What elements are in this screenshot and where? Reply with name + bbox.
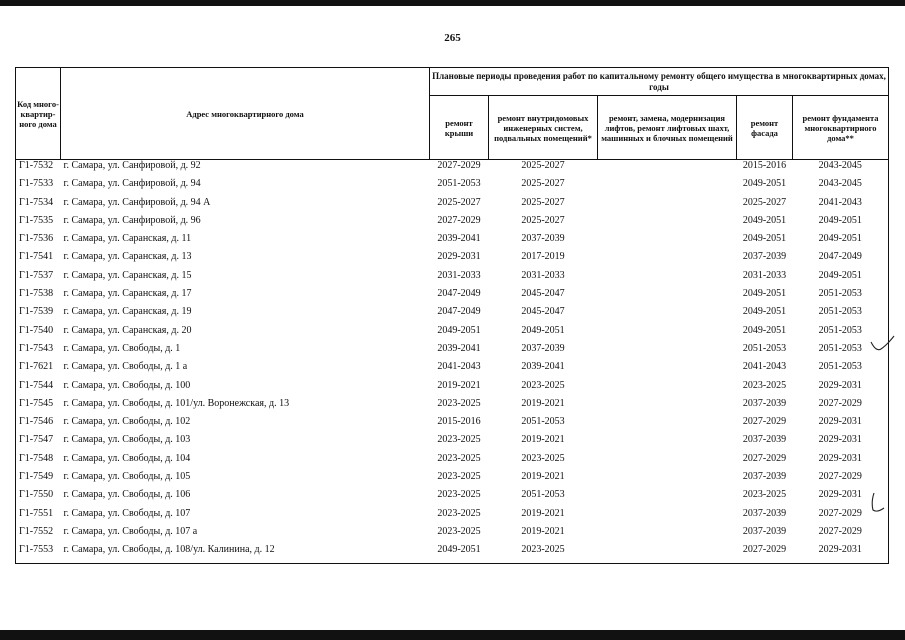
cell-facade: 2031-2033 — [742, 269, 787, 281]
handwritten-check-mark-icon — [868, 332, 896, 354]
cell-facade: 2049-2051 — [742, 288, 787, 300]
cell-elevators — [598, 343, 737, 361]
cell-foundation: 2051-2053 — [793, 343, 889, 361]
bottom-border-bar — [0, 630, 905, 640]
cell-elevators — [598, 178, 737, 196]
table-row — [16, 453, 889, 471]
cell-code: Г1-7553 — [16, 544, 61, 563]
cell-foundation: 2051-2053 — [793, 306, 889, 324]
cell-address: г. Самара, ул. Свободы, д. 100 — [63, 379, 191, 391]
cell-address: г. Самара, ул. Саранская, д. 20 — [63, 324, 192, 336]
cell-elevators — [598, 306, 737, 324]
cell-address: г. Самара, ул. Саранская, д. 19 — [63, 306, 192, 318]
table-row — [16, 508, 889, 526]
cell-foundation: 2049-2051 — [793, 215, 889, 233]
cell-engineering: 2051-2053 — [521, 416, 565, 428]
cell-engineering: 2019-2021 — [521, 525, 565, 537]
cell-roof: 2025-2027 — [437, 196, 481, 208]
table-row — [16, 526, 889, 544]
cell-address: г. Самара, ул. Свободы, д. 1 а — [63, 361, 188, 373]
cell-address: г. Самара, ул. Свободы, д. 104 — [63, 452, 191, 464]
cell-code: Г1-7535 — [16, 215, 61, 233]
cell-facade: 2023-2025 — [742, 379, 787, 391]
cell-address: г. Самара, ул. Саранская, д. 11 — [63, 233, 192, 245]
cell-foundation: 2051-2053 — [793, 361, 889, 379]
cell-elevators — [598, 288, 737, 306]
cell-code: Г1-7551 — [16, 508, 61, 526]
cell-elevators — [598, 416, 737, 434]
cell-facade: 2023-2025 — [742, 489, 787, 501]
cell-address: г. Самара, ул. Свободы, д. 107 — [63, 507, 191, 519]
table-row — [16, 489, 889, 507]
cell-elevators — [598, 361, 737, 379]
cell-engineering: 2025-2027 — [521, 178, 565, 190]
cell-code: Г1-7545 — [16, 398, 61, 416]
cell-roof: 2023-2025 — [437, 397, 481, 409]
cell-roof: 2023-2025 — [437, 452, 481, 464]
cell-code: Г1-7538 — [16, 288, 61, 306]
cell-engineering: 2049-2051 — [521, 324, 565, 336]
cell-foundation: 2029-2031 — [793, 544, 889, 563]
handwritten-check-mark-icon — [866, 490, 886, 516]
cell-roof: 2049-2051 — [437, 324, 481, 336]
table-body — [16, 160, 889, 564]
cell-facade: 2051-2053 — [742, 342, 787, 354]
cell-engineering: 2031-2033 — [521, 269, 565, 281]
cell-code: Г1-7540 — [16, 325, 61, 343]
cell-code: Г1-7621 — [16, 361, 61, 379]
cell-facade: 2041-2043 — [742, 361, 787, 373]
cell-elevators — [598, 471, 737, 489]
table-row — [16, 270, 889, 288]
cell-foundation: 2051-2053 — [793, 288, 889, 306]
cell-address: г. Самара, ул. Свободы, д. 101/ул. Воронежская, д. 13 — [63, 397, 290, 409]
header-facade: ремонт фасада — [737, 96, 793, 160]
cell-elevators — [598, 160, 737, 179]
cell-foundation: 2051-2053 — [793, 325, 889, 343]
cell-facade: 2037-2039 — [742, 251, 787, 263]
cell-facade: 2049-2051 — [742, 233, 787, 245]
cell-engineering: 2019-2021 — [521, 434, 565, 446]
cell-roof: 2023-2025 — [437, 434, 481, 446]
cell-engineering: 2019-2021 — [521, 507, 565, 519]
cell-foundation: 2043-2045 — [793, 160, 889, 179]
cell-roof: 2031-2033 — [437, 269, 481, 281]
cell-foundation: 2029-2031 — [793, 453, 889, 471]
cell-elevators — [598, 233, 737, 251]
cell-code: Г1-7536 — [16, 233, 61, 251]
table-row — [16, 416, 889, 434]
cell-foundation: 2029-2031 — [793, 434, 889, 452]
cell-code: Г1-7549 — [16, 471, 61, 489]
cell-engineering: 2051-2053 — [521, 489, 565, 501]
cell-facade: 2027-2029 — [742, 416, 787, 428]
cell-facade: 2037-2039 — [742, 471, 787, 483]
cell-roof: 2047-2049 — [437, 306, 481, 318]
cell-code: Г1-7552 — [16, 526, 61, 544]
cell-elevators — [598, 526, 737, 544]
cell-elevators — [598, 489, 737, 507]
table-row — [16, 251, 889, 269]
cell-elevators — [598, 215, 737, 233]
cell-engineering: 2019-2021 — [521, 471, 565, 483]
cell-engineering: 2045-2047 — [521, 288, 565, 300]
cell-elevators — [598, 251, 737, 269]
header-roof: ремонт крыши — [430, 96, 489, 160]
table-row — [16, 343, 889, 361]
cell-foundation: 2029-2031 — [793, 416, 889, 434]
cell-code: Г1-7548 — [16, 453, 61, 471]
cell-roof: 2051-2053 — [437, 178, 481, 190]
cell-engineering: 2045-2047 — [521, 306, 565, 318]
cell-roof: 2019-2021 — [437, 379, 481, 391]
cell-roof: 2015-2016 — [437, 416, 481, 428]
cell-address: г. Самара, ул. Свободы, д. 103 — [63, 434, 191, 446]
cell-foundation: 2043-2045 — [793, 178, 889, 196]
cell-facade: 2015-2016 — [742, 160, 787, 171]
cell-engineering: 2039-2041 — [521, 361, 565, 373]
cell-roof: 2039-2041 — [437, 342, 481, 354]
cell-address: г. Самара, ул. Саранская, д. 17 — [63, 288, 192, 300]
cell-address: г. Самара, ул. Свободы, д. 108/ул. Калинина, д. 12 — [61, 544, 430, 563]
cell-elevators — [598, 434, 737, 452]
cell-code: Г1-7537 — [16, 270, 61, 288]
table-row — [16, 197, 889, 215]
cell-address: г. Самара, ул. Саранская, д. 13 — [63, 251, 192, 263]
header-code: Код много-квартир-ного дома — [16, 68, 61, 160]
header-periods-group: Плановые периоды проведения работ по капитальному ремонту общего имущества в многоквартирных домах, годы — [430, 68, 889, 96]
cell-code: Г1-7534 — [16, 197, 61, 215]
cell-engineering: 2023-2025 — [521, 379, 565, 391]
cell-foundation: 2041-2043 — [793, 197, 889, 215]
cell-foundation: 2029-2031 — [793, 489, 889, 507]
cell-address: г. Самара, ул. Свободы, д. 107 а — [63, 525, 198, 537]
cell-facade: 2049-2051 — [742, 324, 787, 336]
cell-engineering: 2025-2027 — [521, 196, 565, 208]
cell-elevators — [598, 380, 737, 398]
cell-facade: 2025-2027 — [742, 196, 787, 208]
cell-foundation: 2049-2051 — [793, 233, 889, 251]
cell-roof: 2023-2025 — [437, 489, 481, 501]
cell-engineering: 2023-2025 — [489, 544, 598, 563]
cell-elevators — [598, 270, 737, 288]
cell-facade: 2037-2039 — [742, 434, 787, 446]
cell-elevators — [598, 197, 737, 215]
cell-elevators — [598, 544, 737, 563]
header-foundation: ремонт фундамента многоквартирного дома** — [793, 96, 889, 160]
cell-code: Г1-7547 — [16, 434, 61, 452]
cell-facade: 2049-2051 — [742, 214, 787, 226]
cell-roof: 2023-2025 — [437, 471, 481, 483]
cell-engineering: 2023-2025 — [521, 452, 565, 464]
cell-foundation: 2029-2031 — [793, 380, 889, 398]
cell-elevators — [598, 325, 737, 343]
cell-roof: 2029-2031 — [437, 251, 481, 263]
cell-engineering: 2025-2027 — [521, 160, 565, 171]
cell-address: г. Самара, ул. Санфировой, д. 94 А — [63, 196, 211, 208]
cell-code: Г1-7546 — [16, 416, 61, 434]
cell-facade: 2049-2051 — [742, 178, 787, 190]
table-row — [16, 361, 889, 379]
table-row — [16, 398, 889, 416]
table-row — [16, 233, 889, 251]
cell-code: Г1-7550 — [16, 489, 61, 507]
header-elevators: ремонт, замена, модернизация лифтов, ремонт лифтовых шахт, машинных и блочных помещений — [598, 96, 737, 160]
table-row — [16, 160, 889, 179]
table-row — [16, 306, 889, 324]
cell-engineering: 2025-2027 — [521, 214, 565, 226]
cell-roof: 2027-2029 — [437, 214, 481, 226]
cell-address: г. Самара, ул. Свободы, д. 102 — [63, 416, 191, 428]
table-row — [16, 325, 889, 343]
page-number: 265 — [444, 32, 461, 44]
cell-code: Г1-7539 — [16, 306, 61, 324]
cell-foundation: 2027-2029 — [793, 508, 889, 526]
cell-facade: 2049-2051 — [742, 306, 787, 318]
cell-foundation: 2027-2029 — [793, 398, 889, 416]
header-address: Адрес многоквартирного дома — [61, 68, 430, 160]
cell-roof: 2047-2049 — [437, 288, 481, 300]
cell-roof: 2041-2043 — [437, 361, 481, 373]
table-row — [16, 288, 889, 306]
cell-elevators — [598, 453, 737, 471]
header-engineering: ремонт внутридомовых инженерных систем, подвальных помещений* — [489, 96, 598, 160]
cell-foundation: 2049-2051 — [793, 270, 889, 288]
cell-address: г. Самара, ул. Саранская, д. 15 — [63, 269, 192, 281]
cell-code: Г1-7544 — [16, 380, 61, 398]
table-row — [16, 434, 889, 452]
cell-elevators — [598, 398, 737, 416]
repair-schedule-table — [15, 67, 889, 564]
cell-roof: 2023-2025 — [437, 525, 481, 537]
cell-engineering: 2037-2039 — [521, 342, 565, 354]
cell-address: г. Самара, ул. Санфировой, д. 96 — [63, 214, 201, 226]
cell-code: Г1-7543 — [16, 343, 61, 361]
cell-engineering: 2019-2021 — [521, 397, 565, 409]
cell-foundation: 2047-2049 — [793, 251, 889, 269]
cell-code: Г1-7532 — [16, 160, 61, 179]
cell-roof: 2027-2029 — [437, 160, 481, 171]
table-row — [16, 178, 889, 196]
cell-code: Г1-7541 — [16, 251, 61, 269]
cell-facade: 2037-2039 — [742, 507, 787, 519]
cell-facade: 2027-2029 — [742, 452, 787, 464]
cell-facade: 2037-2039 — [742, 397, 787, 409]
cell-elevators — [598, 508, 737, 526]
cell-roof: 2049-2051 — [430, 544, 489, 563]
cell-address: г. Самара, ул. Санфировой, д. 94 — [63, 178, 201, 190]
cell-address: г. Самара, ул. Свободы, д. 106 — [63, 489, 191, 501]
cell-code: Г1-7533 — [16, 178, 61, 196]
cell-roof: 2039-2041 — [437, 233, 481, 245]
cell-address: г. Самара, ул. Санфировой, д. 92 — [63, 160, 201, 171]
cell-engineering: 2017-2019 — [521, 251, 565, 263]
cell-facade: 2027-2029 — [737, 544, 793, 563]
cell-engineering: 2037-2039 — [521, 233, 565, 245]
cell-roof: 2023-2025 — [437, 507, 481, 519]
table-row — [16, 471, 889, 489]
cell-foundation: 2027-2029 — [793, 526, 889, 544]
cell-address: г. Самара, ул. Свободы, д. 1 — [63, 342, 181, 354]
table-row — [16, 215, 889, 233]
table-header — [16, 68, 889, 160]
cell-facade: 2037-2039 — [742, 525, 787, 537]
cell-foundation: 2027-2029 — [793, 471, 889, 489]
cell-address: г. Самара, ул. Свободы, д. 105 — [63, 471, 191, 483]
table-row — [16, 380, 889, 398]
top-border-bar — [0, 0, 905, 6]
table-row — [16, 544, 889, 563]
